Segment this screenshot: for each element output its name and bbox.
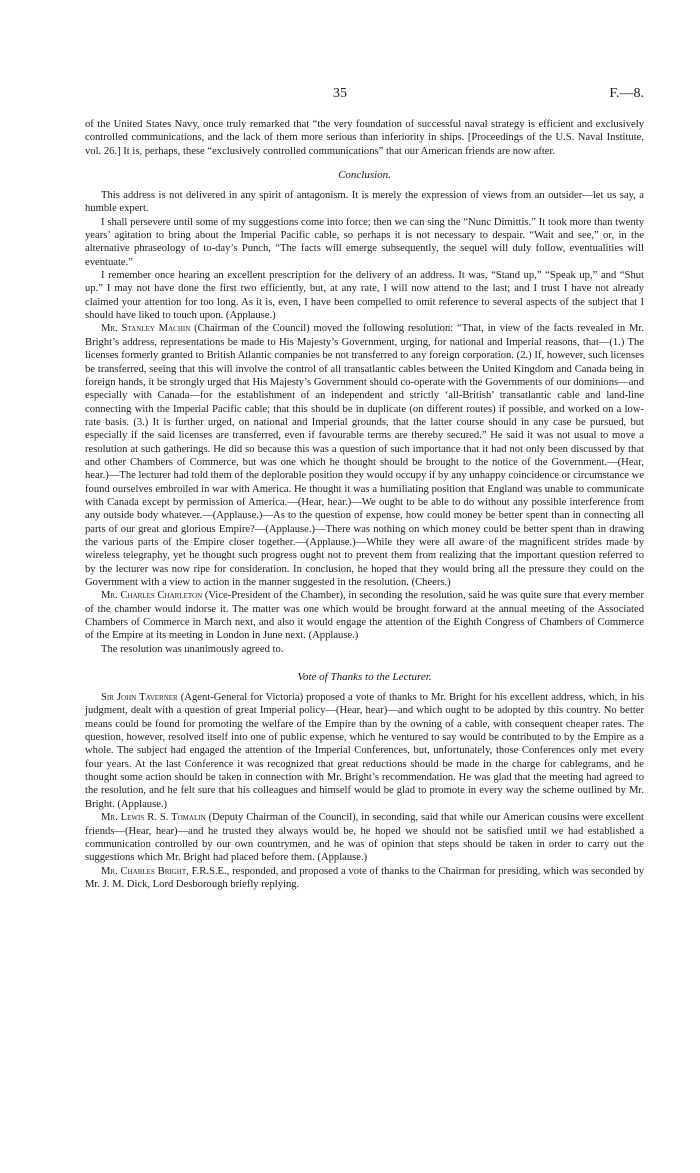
paragraph-resolution: The resolution was unanimously agreed to. — [101, 643, 284, 655]
section-heading-vote-of-thanks: Vote of Thanks to the Lecturer. — [297, 671, 432, 684]
speaker-name: Sir John Taverner — [101, 692, 178, 704]
document-reference: F.—8. — [609, 86, 644, 101]
speaker-name: Mr. Lewis R. S. Tomalin — [101, 812, 206, 824]
speech-text: (Agent-General for Victoria) proposed a vote of thanks to Mr. Bright for his excellent address, which, in his judgment, dealt with a question of great Imperial policy—(Hear, hear)—and which ought to be adopted by this country. No better means could be found for promoting the welfare of the Empire than by the owning of a cable, with consequent cheaper rates. The question, however, resolved itself into one of public expense, which he ventured to say would be contributed to by the Empire as a whole. The subject had engaged the attention of the Imperial Conferences, but, unfortunately, those Conferences only met every four years. At the last Conference it was recognized that great reductions should be made in the charge for cablegrams, and he thought some action should be taken in connection with Mr. Bright’s recommendation. He was glad that the meeting had agreed to the resolution, and he felt sure that his colleagues and himself would be glad to promote in every way the scheme outlined by Mr. Bright. (Applause.) — [85, 692, 644, 810]
speaker-name: Mr. Charles Bright — [101, 865, 187, 877]
speech-text: (Chairman of the Council) moved the following resolution: “That, in view of the facts revealed in Mr. Bright’s address, representations be made to His Majesty’s Government, urging, for national and Imperial reasons, that—(1.) The licenses formerly granted to British Atlantic companies be not transferred to any foreign corporation. (2.) If, however, such licenses be transferred, seeing that this will involve the control of all transatlantic cables between the United Kingdom and Canada being in foreign hands, it be strongly urged that His Majesty’s Government should co-operate with the Governments of our dominions—and especially with Canada—for the establishment of an independent and strictly ‘all-British’ transatlantic cable and land-line connecting with the Imperial Pacific cable; that this should be in duplicate (on different routes) if possible, and worked on a low-rate basis. (3.) It is further urged, on national and Imperial grounds, that the latter course should in any case be pursued, but especially if the said licenses are transferred, even if favourable terms are thereby secured.” He said it was not usual to move a resolution at such gatherings. He did so because this was a question of such importance that it had not only been discussed by that and other Chambers of Commerce, but was one which he thought should be brought to the notice of the Government.—(Hear, hear.)—The lecturer had told them of the deplorable position they would occupy if by any unhappy coincidence or circumstance we found ourselves embroiled in war with America. He thought it was a humiliating position that England was unable to communicate with Canada except by permission of America.—(Hear, hear.)—We ought to be able to do without any possible interference from any outside body whatever.—(Applause.)—As to the question of expense, how could money be better spent than in connecting all parts of our great and glorious Empire?—(Applause.)—There was nothing on which money could be better spent than in drawing the various parts of the Empire closer together.—(Applause.)—While they were all aware of the magnificent strides made by wireless telegraphy, yet he thought such progress ought not to prevent them from realizing that the important question referred to by the lecturer was now ripe for consideration. In conclusion, he hoped that they would bring all the pressure they could on the Government with a view to action in the manner suggested in the resolution. (Cheers.) — [85, 323, 644, 588]
paragraph-machin — [85, 322, 644, 589]
page-header — [85, 86, 644, 102]
paragraph-taverner — [85, 691, 644, 811]
speaker-name: Mr. Charles Charleton — [101, 590, 203, 602]
paragraph-bright — [85, 865, 644, 892]
paragraph: This address is not delivered in any spirit of antagonism. It is merely the expression of views from an outsider—let us say, a humble expert. — [85, 190, 644, 215]
paragraph: I remember once hearing an excellent prescription for the delivery of an address. It was, “Stand up,” “Speak up,” and “Shut up.” I may not have done the first two efficiently, but, at any rate, I will now attend to the last; and I trust I have not already claimed your attention for too long. As it is, even, I have been compelled to omit reference to several aspects of the subject that I should have liked to touch upon. (Applause.) — [85, 270, 644, 322]
paragraph: I shall persevere until some of my suggestions come into force; then we can sing the “Nunc Dimittis.” It took more than twenty years’ agitation to bring about the Imperial Pacific cable, so perhaps it is not necessary to despair. “Wait and see,” or, in the alternative phraseology of to-day’s Punch, “The facts will emerge subsequently, the sequel will duly follow, eventualities will eventuate.” — [85, 216, 644, 268]
speech-text: (Vice-President of the Chamber), in seconding the resolution, said he was quite sure that every member of the chamber would indorse it. The matter was one which would be brought forward at the annual meeting of the Associated Chambers of Commerce in March next, and also it would engage the attention of the Eighth Congress of Chambers of Commerce of the Empire at its meeting in London in June next. (Applause.) — [85, 590, 645, 642]
speech-text: , F.R.S.E., responded, and proposed a vote of thanks to the Chairman for presiding, which was seconded by Mr. J. M. Dick, Lord Desborough briefly replying. — [85, 865, 645, 890]
page-number: 35 — [333, 86, 347, 101]
section-spacer — [85, 656, 644, 660]
paragraph-charleton — [85, 589, 644, 642]
continued-paragraph: of the United States Navy, once truly remarked that “the very foundation of successful naval strategy is efficient and exclusively controlled communications, and the lack of them more serious than inferiority in ships. [Proceedings of the U.S. Naval Institute, vol. 26.] It is, perhaps, these “exclusively controlled communications” that our American friends are now after. — [85, 119, 644, 157]
speech-text: (Deputy Chairman of the Council), in seconding, said that while our American cousins were excellent friends—(Hear, hear)—and he trusted they always would be, he hoped we should not be satisfied until we had established a communication controlled by our own countrymen, and he was of opinion that steps should be taken in order to carry out the suggestions which Mr. Bright had placed before them. (Applause.) — [85, 812, 644, 864]
section-heading-conclusion: Conclusion. — [338, 169, 391, 182]
page-body — [85, 118, 644, 891]
speaker-name: Mr. Stanley Machin — [101, 323, 191, 335]
paragraph-tomalin — [85, 811, 644, 864]
